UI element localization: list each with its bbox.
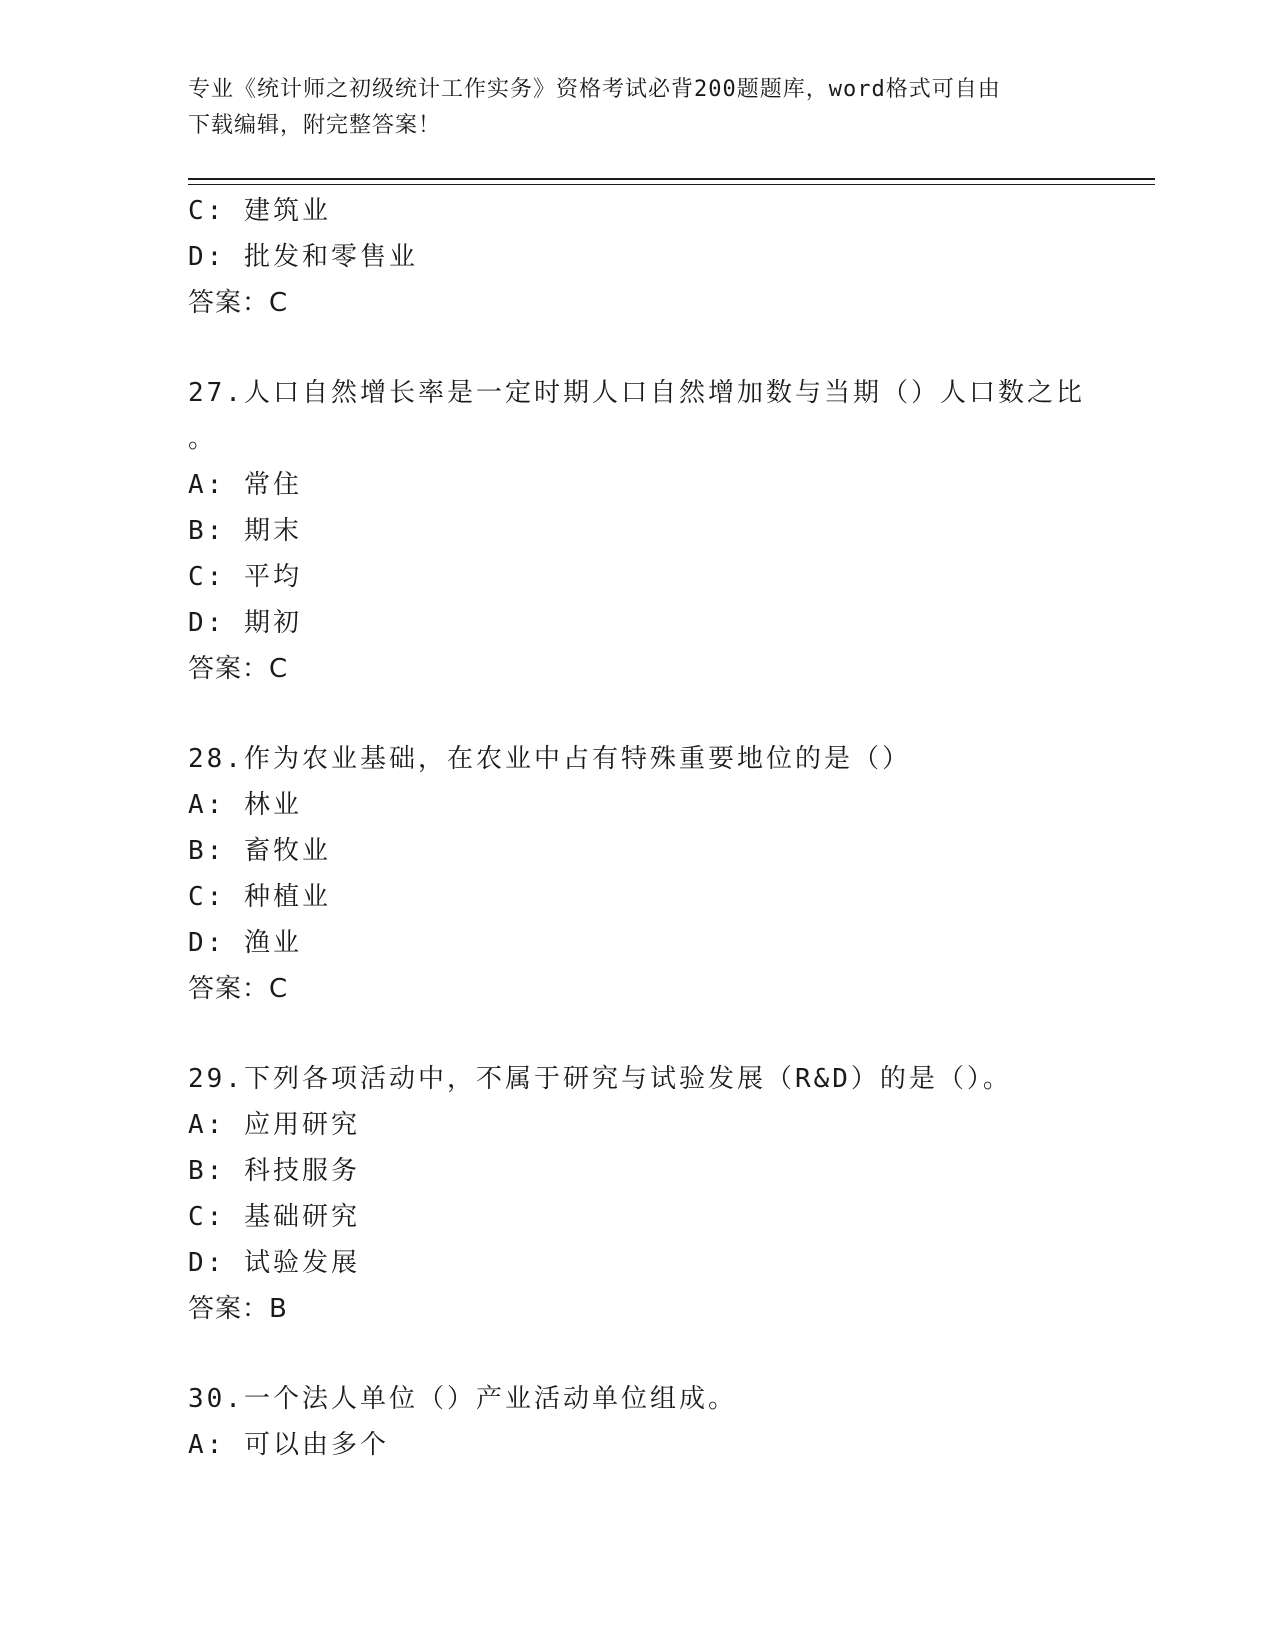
option-d: D: 渔业	[188, 928, 302, 958]
option-a: A: 应用研究	[188, 1110, 360, 1140]
question-list	[188, 188, 1088, 1468]
option-d: D: 期初	[188, 608, 302, 638]
question-28	[188, 736, 1088, 1012]
option-a: A: 常住	[188, 470, 302, 500]
answer-line: 答案：C	[188, 654, 289, 684]
option-c: C: 基础研究	[188, 1202, 360, 1232]
option-a: A: 林业	[188, 790, 302, 820]
option-c: C: 种植业	[188, 882, 331, 912]
question-29	[188, 1056, 1088, 1332]
question-stem: 28.作为农业基础，在农业中占有特殊重要地位的是（）	[188, 744, 911, 774]
answer-line: 答案：C	[188, 974, 289, 1004]
question-27	[188, 370, 1088, 692]
question-stem: 30.一个法人单位（）产业活动单位组成。	[188, 1384, 737, 1414]
header-line-2: 下载编辑，附完整答案！	[188, 113, 442, 138]
option-b: B: 期末	[188, 516, 302, 546]
answer-line: 答案：C	[188, 288, 289, 318]
answer-line: 答案：B	[188, 1294, 288, 1324]
header-line-1: 专业《统计师之初级统计工作实务》资格考试必背200题题库，word格式可自由	[188, 77, 1001, 102]
option-a: A: 可以由多个	[188, 1430, 389, 1460]
option-b: B: 科技服务	[188, 1156, 360, 1186]
option-b: B: 畜牧业	[188, 836, 331, 866]
question-30	[188, 1376, 1088, 1468]
option-d: D: 批发和零售业	[188, 242, 418, 272]
previous-question-tail	[188, 188, 1088, 326]
header-divider-thick	[188, 178, 1155, 180]
option-c: C: 平均	[188, 562, 302, 592]
option-c: C: 建筑业	[188, 196, 331, 226]
question-stem: 29.下列各项活动中，不属于研究与试验发展（R&D）的是（）。	[188, 1064, 1012, 1094]
question-stem: 27.人口自然增长率是一定时期人口自然增加数与当期（）人口数之比	[188, 378, 1085, 408]
question-stem-continuation: 。	[188, 424, 218, 454]
document-header	[188, 72, 1068, 144]
option-d: D: 试验发展	[188, 1248, 360, 1278]
header-divider-thin	[188, 184, 1155, 185]
